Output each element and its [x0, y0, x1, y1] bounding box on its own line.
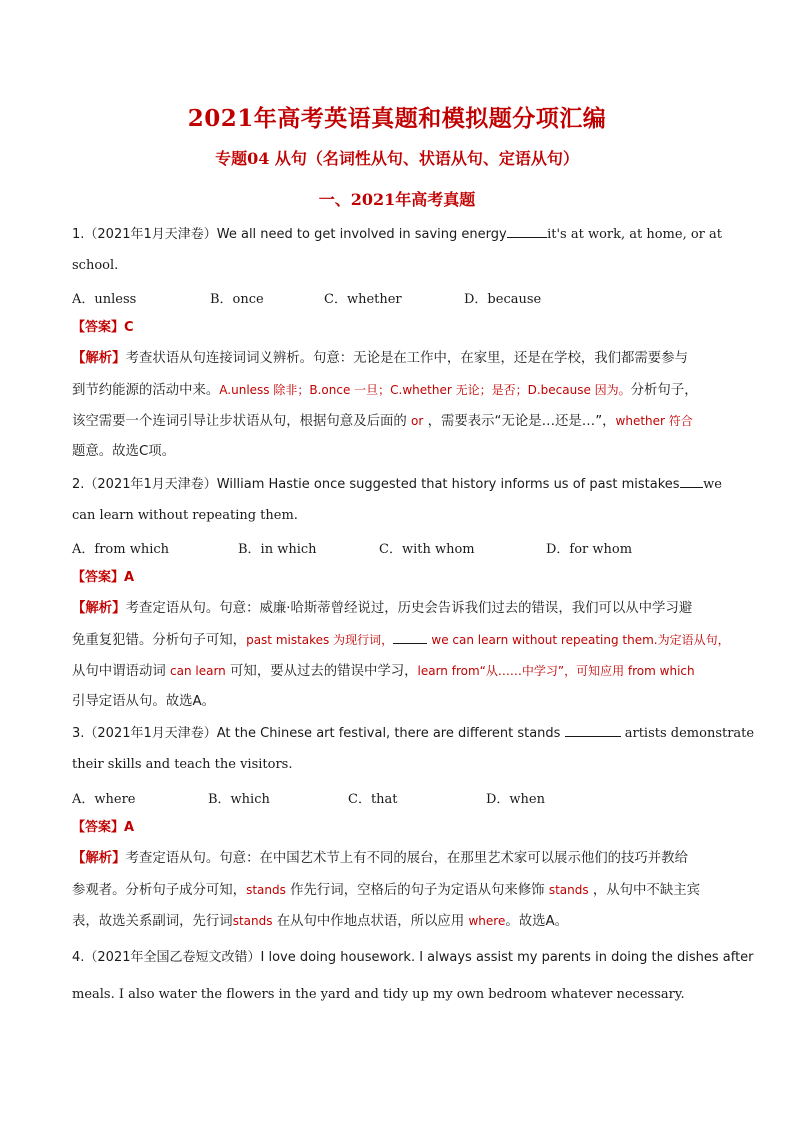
question-3-answer: 【答案】A	[72, 820, 135, 835]
answer-blank	[393, 631, 427, 644]
question-2-analysis-line2: 免重复犯错。分析句子可知，past mistakes 为现行词， we can learn without repeating them.为定语从句，	[72, 633, 730, 648]
option-b: B．in which	[238, 542, 317, 557]
question-1-stem-line1: 1.（2021年1月天津卷）We all need to get involved in saving energy it's at work, at home, or at	[72, 227, 722, 242]
question-3-stem-line1: 3.（2021年1月天津卷）At the Chinese art festival, there are different stands artists demonstrate	[72, 726, 755, 741]
question-3-stem-line2: their skills and teach the visitors.	[72, 757, 293, 772]
answer-blank	[507, 225, 547, 238]
question-1-analysis-line4: 题意。故选C项。	[72, 444, 176, 459]
question-1-analysis-line2: 到节约能源的活动中来。A.unless 除非；B.once 一旦；C.whether 无论；是否；D.because 因为。分析句子，	[72, 383, 698, 398]
question-3-analysis-line1: 【解析】考查定语从句。句意：在中国艺术节上有不同的展台，在那里艺术家可以展示他们的技巧并教给	[72, 851, 688, 866]
page-title: 2021年高考英语真题和模拟题分项汇编	[187, 105, 607, 132]
question-2-analysis-line3: 从句中谓语动词 can learn 可知，要从过去的错误中学习，learn from“从……中学习”，可知应用 from which	[72, 664, 695, 679]
option-d: D．when	[486, 792, 545, 807]
answer-blank	[565, 724, 621, 737]
option-b: B．once	[210, 292, 264, 307]
question-1-stem-line2: school.	[72, 258, 119, 273]
answer-blank	[680, 475, 704, 488]
option-d: D．for whom	[546, 542, 633, 557]
question-2-stem-line2: can learn without repeating them.	[72, 508, 298, 523]
question-1-analysis-line3: 该空需要一个连词引导让步状语从句，根据句意及后面的 or ，需要表示“无论是…还是…”，whether 符合	[72, 414, 693, 429]
section-heading: 一、2021年高考真题	[318, 190, 476, 209]
question-2-analysis-line4: 引导定语从句。故选A。	[72, 694, 216, 709]
question-2-analysis-line1: 【解析】考查定语从句。句意：威廉·哈斯蒂曾经说过，历史会告诉我们过去的错误，我们可以从中学习避	[72, 601, 693, 616]
option-b: B．which	[208, 792, 270, 807]
question-2-stem-line1: 2.（2021年1月天津卷）William Hastie once suggested that history informs us of past mistakes we	[72, 477, 722, 492]
question-4-stem-line1: 4.（2021年全国乙卷短文改错）I love doing housework. I always assist my parents in doing the dishes after	[72, 950, 754, 965]
option-a: A．where	[72, 792, 136, 807]
option-c: C．that	[348, 792, 398, 807]
option-a: A．unless	[72, 292, 137, 307]
question-2-answer: 【答案】A	[72, 570, 135, 585]
question-1-answer: 【答案】C	[72, 320, 134, 335]
topic-subtitle: 专题04 从句（名词性从句、状语从句、定语从句）	[215, 149, 579, 168]
option-d: D．because	[464, 292, 542, 307]
question-4-stem-line2: meals. I also water the flowers in the yard and tidy up my own bedroom whatever necessary.	[72, 987, 685, 1002]
option-a: A．from which	[72, 542, 170, 557]
option-c: C．whether	[324, 292, 402, 307]
question-1-analysis-line1: 【解析】考查状语从句连接词词义辨析。句意：无论是在工作中，在家里，还是在学校，我们都需要参与	[72, 351, 688, 366]
question-3-analysis-line3: 表，故选关系副词，先行词stands 在从句中作地点状语，所以应用 where。故选A。	[72, 914, 569, 929]
option-c: C．with whom	[379, 542, 475, 557]
question-3-analysis-line2: 参观者。分析句子成分可知，stands 作先行词，空格后的句子为定语从句来修饰 stands ，从句中不缺主宾	[72, 883, 701, 898]
